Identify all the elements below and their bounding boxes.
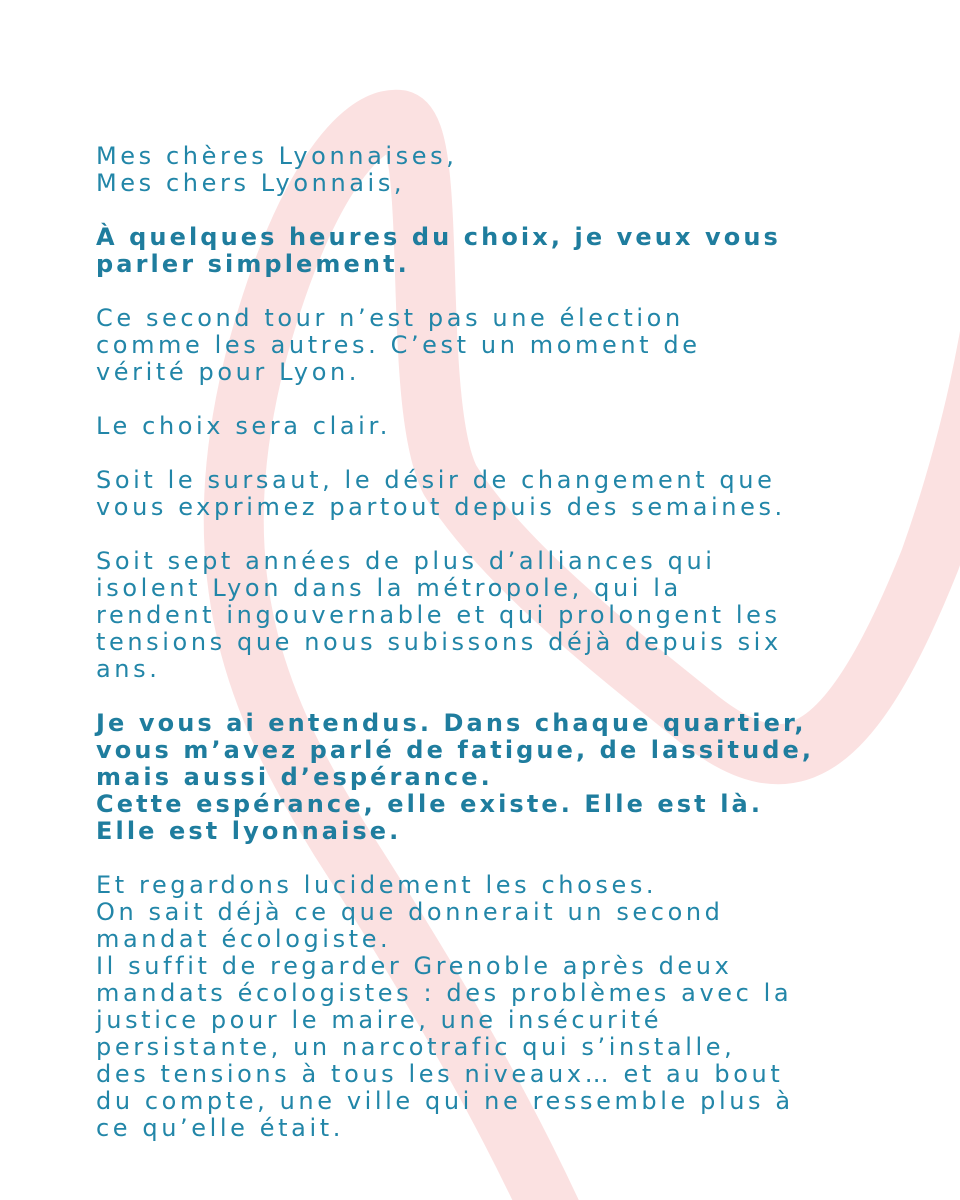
paragraph-line: comme les autres. C’est un moment de [96, 331, 701, 359]
paragraph-line: isolent Lyon dans la métropole, qui la [96, 574, 682, 602]
paragraph-line: parler simplement. [96, 250, 410, 278]
paragraph-line: mais aussi d’espérance. [96, 763, 493, 791]
greeting [96, 143, 936, 197]
paragraph-line: vérité pour Lyon. [96, 358, 361, 386]
intro-paragraph [96, 224, 936, 278]
greeting-line: Mes chers Lyonnais, [96, 169, 406, 197]
paragraph-line: mandat écologiste. [96, 925, 392, 953]
paragraph-line: ans. [96, 655, 161, 683]
letter-body [96, 143, 936, 1169]
paragraph-line: Il suffit de regarder Grenoble après deux [96, 952, 733, 980]
paragraph-second-tour [96, 305, 936, 386]
paragraph-line: persistante, un narcotrafic qui s’installe, [96, 1033, 736, 1061]
paragraph-line: vous m’avez parlé de fatigue, de lassitude, [96, 736, 815, 764]
paragraph-line: À quelques heures du choix, je veux vous [96, 223, 781, 251]
paragraph-line: mandats écologistes : des problèmes avec la [96, 979, 793, 1007]
paragraph-choix [96, 413, 936, 440]
paragraph-line: Soit sept années de plus d’alliances qui [96, 547, 716, 575]
paragraph-line: On sait déjà ce que donnerait un second [96, 898, 724, 926]
paragraph-line: rendent ingouvernable et qui prolongent les [96, 601, 781, 629]
paragraph-line: Elle est lyonnaise. [96, 817, 402, 845]
paragraph-entendus [96, 710, 936, 845]
paragraph-line: ce qu’elle était. [96, 1114, 344, 1142]
paragraph-line: Cette espérance, elle existe. Elle est là. [96, 790, 764, 818]
paragraph-grenoble [96, 872, 936, 1142]
paragraph-line: des tensions à tous les niveaux… et au bout [96, 1060, 784, 1088]
paragraph-line: Soit le sursaut, le désir de changement que [96, 466, 776, 494]
paragraph-line: Le choix sera clair. [96, 412, 391, 440]
paragraph-line: tensions que nous subissons déjà depuis six [96, 628, 782, 656]
paragraph-line: vous exprimez partout depuis des semaines. [96, 493, 786, 521]
paragraph-alliances [96, 548, 936, 683]
paragraph-line: du compte, une ville qui ne ressemble plus à [96, 1087, 794, 1115]
paragraph-sursaut [96, 467, 936, 521]
paragraph-line: Je vous ai entendus. Dans chaque quartier, [96, 709, 807, 737]
paragraph-line: Et regardons lucidement les choses. [96, 871, 658, 899]
paragraph-line: justice pour le maire, une insécurité [96, 1006, 663, 1034]
paragraph-line: Ce second tour n’est pas une élection [96, 304, 684, 332]
greeting-line: Mes chères Lyonnaises, [96, 142, 458, 170]
